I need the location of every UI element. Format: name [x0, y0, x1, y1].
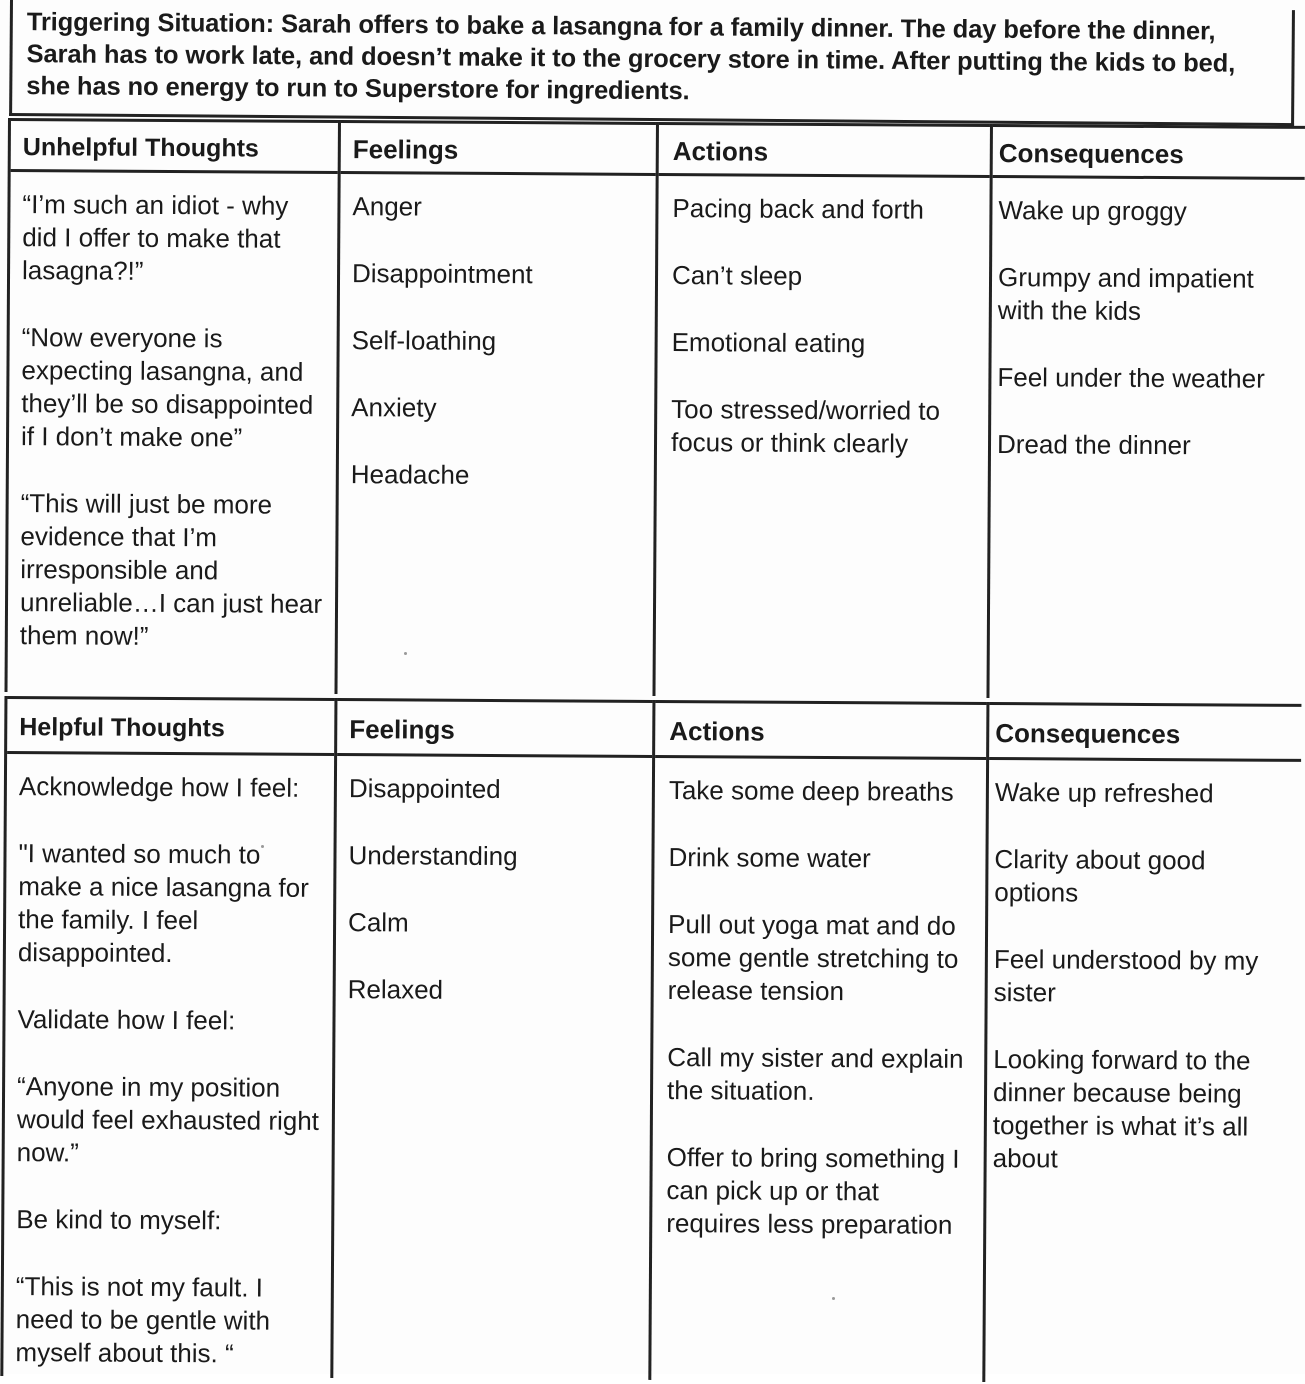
feeling-item: Headache	[350, 459, 470, 490]
unhelpful-actions-header: Actions	[659, 122, 990, 178]
helpful-feelings-column	[330, 698, 652, 1380]
action-item: Emotional eating	[671, 327, 866, 359]
unhelpful-thought-item: “Now everyone is expecting lasangna, and they’ll be so disappointed if I don’t make one”	[20, 322, 314, 453]
consequence-item: Dread the dinner	[996, 429, 1191, 461]
action-item: Call my sister and explain the situation.	[666, 1042, 964, 1106]
feeling-item: Calm	[348, 907, 409, 938]
unhelpful-consequences-header: Consequences	[993, 124, 1305, 180]
helpful-thought-item: "I wanted so much to make a nice lasangna for the family. I feel disappointed.	[17, 838, 309, 969]
unhelpful-thoughts-header: Unhelpful Thoughts	[11, 118, 338, 174]
feeling-item: Disappointment	[351, 258, 533, 290]
thought-record-table	[0, 118, 1305, 1382]
action-item: Can’t sleep	[671, 260, 803, 291]
action-item: Drink some water	[668, 842, 871, 874]
consequence-item: Grumpy and impatient with the kids	[997, 262, 1254, 326]
action-item: Take some deep breaths	[668, 775, 954, 807]
helpful-consequences-column	[982, 702, 1301, 1384]
feeling-item: Understanding	[348, 840, 518, 872]
consequence-item: Feel under the weather	[997, 362, 1265, 394]
unhelpful-feelings-column	[334, 120, 656, 696]
consequence-item: Looking forward to the dinner because being together is what it’s all about	[992, 1044, 1251, 1174]
unhelpful-thoughts-column	[4, 118, 338, 694]
action-item: Pull out yoga mat and do some gentle stretching to release tension	[667, 909, 959, 1007]
feeling-item: Relaxed	[347, 974, 444, 1005]
helpful-thoughts-column	[0, 696, 334, 1378]
paper-speck	[261, 845, 264, 848]
helpful-thought-item: “Anyone in my position would feel exhausted right now.”	[16, 1071, 320, 1168]
unhelpful-section	[4, 118, 1304, 700]
helpful-section	[0, 696, 1301, 1384]
helpful-consequences-header: Consequences	[989, 702, 1301, 762]
consequence-item: Wake up refreshed	[994, 777, 1214, 809]
paper-speck	[832, 1297, 835, 1300]
unhelpful-thought-item: “This will just be more evidence that I’m irresponsible and unreliable…I can just hear them now!”	[19, 488, 323, 651]
paper-speck	[404, 652, 407, 655]
helpful-thoughts-header: Helpful Thoughts	[7, 696, 334, 756]
feeling-item: Anger	[352, 191, 422, 222]
feeling-item: Anxiety	[351, 392, 437, 423]
unhelpful-actions-column	[652, 122, 990, 698]
helpful-actions-header: Actions	[655, 700, 986, 760]
consequence-item: Feel understood by my sister	[993, 944, 1259, 1008]
action-item: Offer to bring something I can pick up or that requires less preparation	[666, 1142, 960, 1240]
helpful-thought-item: Acknowledge how I feel:	[18, 771, 300, 803]
feeling-item: Self-loathing	[351, 325, 497, 356]
unhelpful-consequences-column	[986, 124, 1305, 700]
feeling-item: Disappointed	[348, 773, 501, 805]
helpful-thought-item: Validate how I feel:	[17, 1004, 236, 1036]
consequence-item: Wake up groggy	[998, 195, 1187, 227]
helpful-thought-item: Be kind to myself:	[16, 1204, 222, 1236]
unhelpful-thought-item: “I’m such an idiot - why did I offer to make that lasagna?!”	[21, 189, 289, 286]
helpful-actions-column	[648, 700, 986, 1382]
action-item: Pacing back and forth	[672, 193, 925, 225]
unhelpful-feelings-header: Feelings	[341, 120, 656, 176]
action-item: Too stressed/worried to focus or think clearly	[670, 394, 941, 459]
triggering-situation-text: Triggering Situation: Sarah offers to bake a lasangna for a family dinner. The day before the dinner, Sarah has to work late, and doesn’t make it to the grocery store in time. After putting the kids to bed, she has no energy to run to Superstore for ingredients.	[26, 8, 1236, 106]
consequence-item: Clarity about good options	[994, 844, 1206, 908]
helpful-feelings-header: Feelings	[337, 698, 652, 758]
helpful-thought-item: “This is not my fault. I need to be gentle with myself about this. “	[15, 1271, 271, 1369]
triggering-situation-box	[9, 0, 1295, 126]
